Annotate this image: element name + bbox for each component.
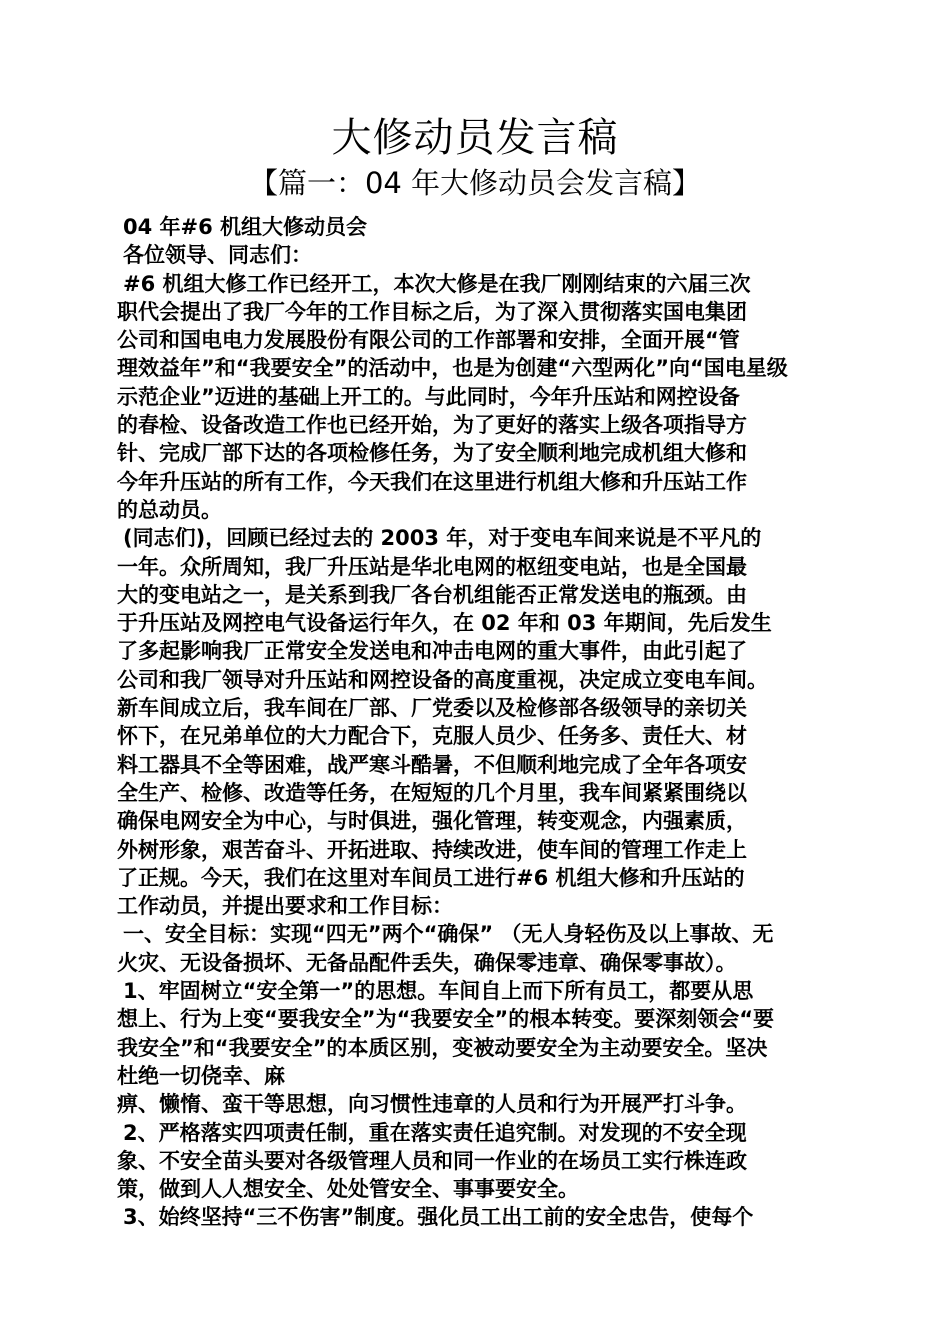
body-line-heading: 04 年#6 机组大修动员会 xyxy=(123,215,368,239)
body-line-salutation: 各位领导、同志们： xyxy=(123,243,312,268)
body-line: 针、完成厂部下达的各项检修任务，为了安全顺利地完成机组大修和 xyxy=(117,441,747,466)
body-line: 策，做到人人想安全、处处管安全、事事要安全。 xyxy=(117,1177,579,1202)
body-line: 公司和我厂领导对升压站和网控设备的高度重视，决定成立变电车间。 xyxy=(117,667,768,692)
document-body xyxy=(117,213,837,1232)
body-line: 我安全”和“我要安全”的本质区别，变被动要安全为主动要安全。坚决 xyxy=(117,1035,768,1060)
body-line: 杜绝一切侥幸、麻 xyxy=(117,1063,285,1088)
body-line: 3、始终坚持“三不伤害”制度。强化员工出工前的安全忠告，使每个 xyxy=(123,1205,754,1230)
body-line: 工作动员，并提出要求和工作目标： xyxy=(117,894,453,919)
body-line: 新车间成立后，我车间在厂部、厂党委以及检修部各级领导的亲切关 xyxy=(117,696,747,721)
body-line: 职代会提出了我厂今年的工作目标之后，为了深入贯彻落实国电集团 xyxy=(117,299,747,324)
body-line: 的总动员。 xyxy=(117,497,222,522)
document-title: 大修动员发言稿 xyxy=(331,115,619,161)
body-line: 确保电网安全为中心，与时俱进，强化管理，转变观念，内强素质， xyxy=(117,809,747,834)
body-line: 2、严格落实四项责任制，重在落实责任追究制。对发现的不安全现 xyxy=(123,1120,747,1145)
body-line: 象、不安全苗头要对各级管理人员和同一作业的在场员工实行株连政 xyxy=(117,1148,747,1173)
body-line: 大的变电站之一，是关系到我厂各台机组能否正常发送电的瓶颈。由 xyxy=(117,582,747,607)
body-line: 全生产、检修、改造等任务，在短短的几个月里，我车间紧紧围绕以 xyxy=(117,780,747,805)
document-subtitle: 【篇一：04 年大修动员会发言稿】 xyxy=(248,166,702,200)
body-line: 火灾、无设备损坏、无备品配件丢失，确保零违章、确保零事故）。 xyxy=(117,950,737,975)
body-line: 料工器具不全等困难，战严寒斗酷暑，不但顺利地完成了全年各项安 xyxy=(117,752,747,777)
body-line: 公司和国电电力发展股份有限公司的工作部署和安排，全面开展“管 xyxy=(117,328,740,353)
body-line: 理效益年”和“我要安全”的活动中，也是为创建“六型两化”向“国电星级 xyxy=(117,356,788,381)
body-line: 于升压站及网控电气设备运行年久，在 02 年和 03 年期间，先后发生 xyxy=(117,611,772,636)
body-line: 示范企业”迈进的基础上开工的。与此同时，今年升压站和网控设备 xyxy=(117,384,740,409)
body-line: 了正规。今天，我们在这里对车间员工进行#6 机组大修和升压站的 xyxy=(117,865,745,890)
body-line: 的春检、设备改造工作也已经开始，为了更好的落实上级各项指导方 xyxy=(117,413,747,438)
body-line: 1、牢固树立“安全第一”的思想。车间自上而下所有员工，都要从思 xyxy=(123,979,754,1004)
body-line: 一年。众所周知，我厂升压站是华北电网的枢纽变电站，也是全国最 xyxy=(117,554,747,579)
body-line: 了多起影响我厂正常安全发送电和冲击电网的重大事件，由此引起了 xyxy=(117,639,747,664)
body-line: 想上、行为上变“要我安全”为“我要安全”的根本转变。要深刻领会“要 xyxy=(117,1007,775,1032)
body-line: 怀下，在兄弟单位的大力配合下，克服人员少、任务多、责任大、材 xyxy=(117,724,747,749)
body-line: 今年升压站的所有工作，今天我们在这里进行机组大修和升压站工作 xyxy=(117,469,747,494)
body-line: 一、安全目标：实现“四无”两个“确保” （无人身轻伤及以上事故、无 xyxy=(123,922,774,947)
body-line: 痹、懒惰、蛮干等思想，向习惯性违章的人员和行为开展严打斗争。 xyxy=(117,1092,747,1117)
body-line: (同志们)，回顾已经过去的 2003 年，对于变电车间来说是不平凡的 xyxy=(123,526,762,551)
body-line: #6 机组大修工作已经开工，本次大修是在我厂刚刚结束的六届三次 xyxy=(123,271,751,296)
body-line: 外树形象，艰苦奋斗、开拓进取、持续改进，使车间的管理工作走上 xyxy=(117,837,747,862)
